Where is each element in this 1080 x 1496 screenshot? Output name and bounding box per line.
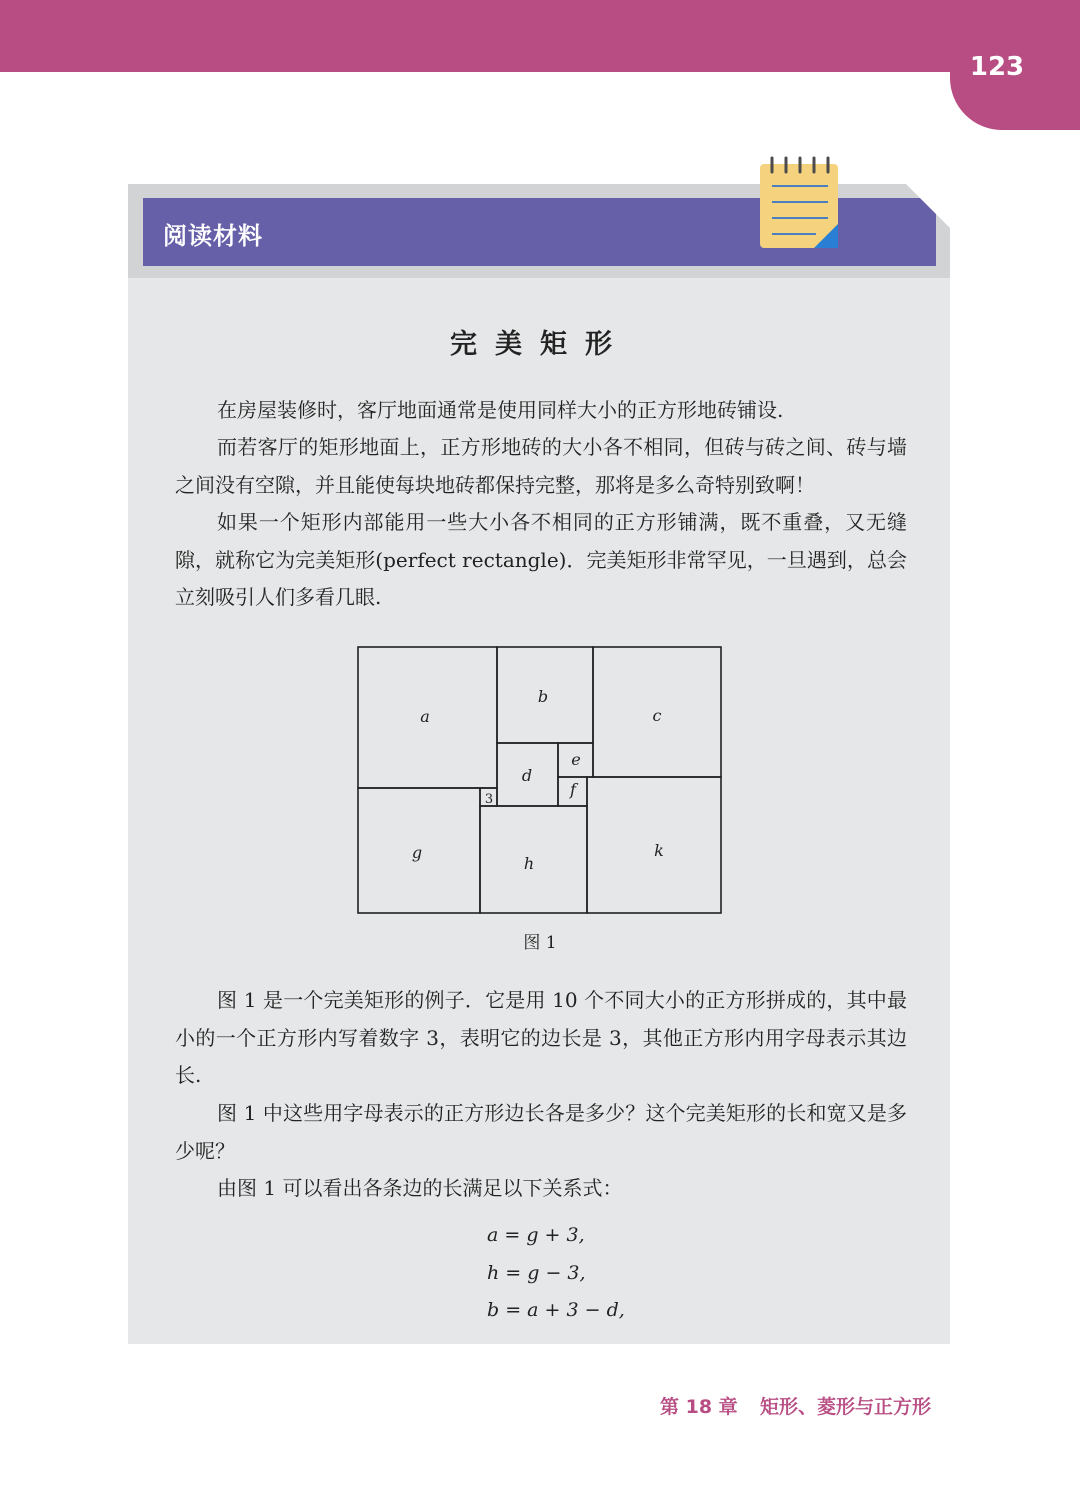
section-label: 阅读材料	[163, 222, 263, 250]
paragraph-2: 而若客厅的矩形地面上，正方形地砖的大小各不相同，但砖与砖之间、砖与墙之间没有空隙，并且能使每块地砖都保持完整，那将是多么奇特别致啊！	[175, 435, 907, 497]
paragraph-4: 图 1 是一个完美矩形的例子．它是用 10 个不同大小的正方形拼成的，其中最小的一个正方形内写着数字 3，表明它的边长是 3，其他正方形内用字母表示其边长.	[175, 988, 907, 1087]
paragraph-1: 在房屋装修时，客厅地面通常是使用同样大小的正方形地砖铺设.	[217, 398, 784, 422]
label-g: g	[411, 843, 423, 862]
equation-1: a = g + 3,	[487, 1224, 585, 1246]
label-a: a	[420, 707, 430, 726]
label-b: b	[537, 687, 549, 706]
label-k: k	[654, 841, 664, 860]
article-title: 完美矩形	[450, 329, 630, 360]
label-d: d	[521, 766, 533, 785]
equation-3: b = a + 3 − d,	[487, 1299, 625, 1321]
notepad-icon	[754, 152, 844, 256]
paragraph-6: 由图 1 可以看出各条边的长满足以下关系式：	[217, 1176, 623, 1200]
paragraph-3: 如果一个矩形内部能用一些大小各不相同的正方形铺满，既不重叠，又无缝隙，就称它为完美矩形(perfect rectangle)．完美矩形非常罕见，一旦遇到，总会立刻吸引人们多看几眼.	[175, 510, 907, 609]
paragraph-5: 图 1 中这些用字母表示的正方形边长各是多少？这个完美矩形的长和宽又是多少呢？	[175, 1101, 907, 1163]
page-number: 123	[969, 52, 1025, 82]
label-h: h	[523, 854, 535, 873]
footer-chapter-title: 矩形、菱形与正方形	[760, 1396, 932, 1418]
figure-caption: 图 1	[523, 933, 557, 953]
top-band	[0, 0, 1080, 72]
footer-chapter: 第 18 章	[660, 1396, 738, 1418]
header-corner-cut	[906, 184, 950, 228]
label-f: f	[570, 780, 576, 799]
label-c: c	[652, 706, 662, 725]
label-e: e	[571, 750, 581, 769]
equation-2: h = g − 3,	[487, 1262, 586, 1284]
perfect-rectangle-figure	[352, 640, 728, 920]
label-3: 3	[484, 792, 494, 807]
